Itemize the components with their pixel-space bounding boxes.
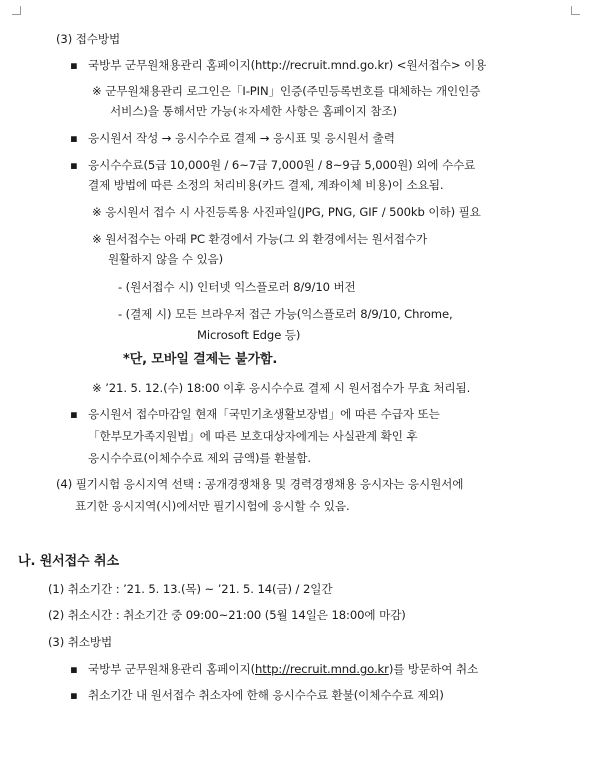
page-corner-mark: [12, 6, 21, 15]
section-4-line1: (4) 필기시험 응시지역 선택 : 공개경쟁채용 및 경력경쟁채용 응시자는 응시원서에: [56, 477, 464, 491]
page-corner-mark: [571, 6, 580, 15]
bullet-icon: ▪: [70, 131, 78, 145]
bullet-icon: ▪: [70, 58, 78, 72]
cancel-method-heading: (3) 취소방법: [48, 635, 113, 649]
bullet-refund-line3: 응시수수료(이체수수료 제외 금액)를 환불함.: [88, 451, 311, 465]
mobile-notice: *단, 모바일 결제는 불가함.: [123, 352, 278, 367]
cancel-bullet-text-pre: 국방부 군무원채용관리 홈페이지(: [88, 662, 255, 676]
cancel-section-title: 나. 원서접수 취소: [18, 554, 119, 569]
bullet-steps: 응시원서 작성 → 응시수수료 결제 → 응시표 및 응시원서 출력: [88, 131, 395, 145]
dash-application-browser: - (원서접수 시) 인터넷 익스플로러 8/9/10 버전: [118, 280, 356, 294]
recruit-homepage-link[interactable]: http://recruit.mnd.go.kr: [255, 662, 389, 676]
cancel-period: (1) 취소기간 : ’21. 5. 13.(목) ~ ’21. 5. 14(금) / 2일간: [48, 582, 333, 596]
dash-payment-browser-line2: Microsoft Edge 등): [197, 328, 301, 342]
note-pc-line2: 원활하지 않을 수 있음): [108, 252, 224, 266]
bullet-refund-line2: 「한부모가족지원법」에 따른 보호대상자에게는 사실관계 확인 후: [88, 429, 418, 443]
bullet-fee-line1: 응시수수료(5급 10,000원 / 6~7급 7,000원 / 8~9급 5,000원) 외에 수수료: [88, 158, 476, 172]
bullet-icon: ▪: [70, 407, 78, 421]
cancel-bullet-text-post: )를 방문하여 취소: [388, 662, 479, 676]
bullet-refund-line1: 응시원서 접수마감일 현재「국민기초생활보장법」에 따른 수급자 또는: [88, 407, 440, 421]
bullet-icon: ▪: [70, 662, 78, 676]
section-3-heading: (3) 접수방법: [56, 32, 121, 46]
section-4-line2: 표기한 응시지역(시)에서만 필기시험에 응시할 수 있음.: [75, 499, 350, 513]
bullet-icon: ▪: [70, 158, 78, 172]
note-deadline: ※ ’21. 5. 12.(수) 18:00 이후 응시수수료 결제 시 원서접수가 무효 처리됨.: [92, 381, 471, 395]
note-photo: ※ 응시원서 접수 시 사진등록용 사진파일(JPG, PNG, GIF / 500kb 이하) 필요: [92, 205, 481, 219]
bullet-fee-line2: 결제 방법에 따른 소정의 처리비용(카드 결제, 계좌이체 비용)이 소요됨.: [88, 178, 444, 192]
cancel-time: (2) 취소시간 : 취소기간 중 09:00~21:00 (5월 14일은 18:00에 마감): [48, 608, 406, 622]
cancel-bullet-homepage: [88, 661, 478, 677]
dash-payment-browser-line1: - (결제 시) 모든 브라우저 접근 가능(익스플로러 8/9/10, Chrome,: [118, 307, 453, 321]
note-pc-line1: ※ 원서접수는 아래 PC 환경에서 가능(그 외 환경에서는 원서접수가: [92, 232, 428, 246]
note-ipin-line1: ※ 군무원채용관리 로그인은「I-PIN」인증(주민등록번호를 대체하는 개인인증: [92, 84, 481, 98]
bullet-homepage: 국방부 군무원채용관리 홈페이지(http://recruit.mnd.go.kr) <원서접수> 이용: [88, 58, 487, 72]
cancel-bullet-refund: 취소기간 내 원서접수 취소자에 한해 응시수수료 환불(이체수수료 제외): [88, 688, 444, 702]
note-ipin-line2: 서비스)을 통해서만 가능(＊자세한 사항은 홈페이지 참조): [110, 104, 397, 118]
bullet-icon: ▪: [70, 688, 78, 702]
